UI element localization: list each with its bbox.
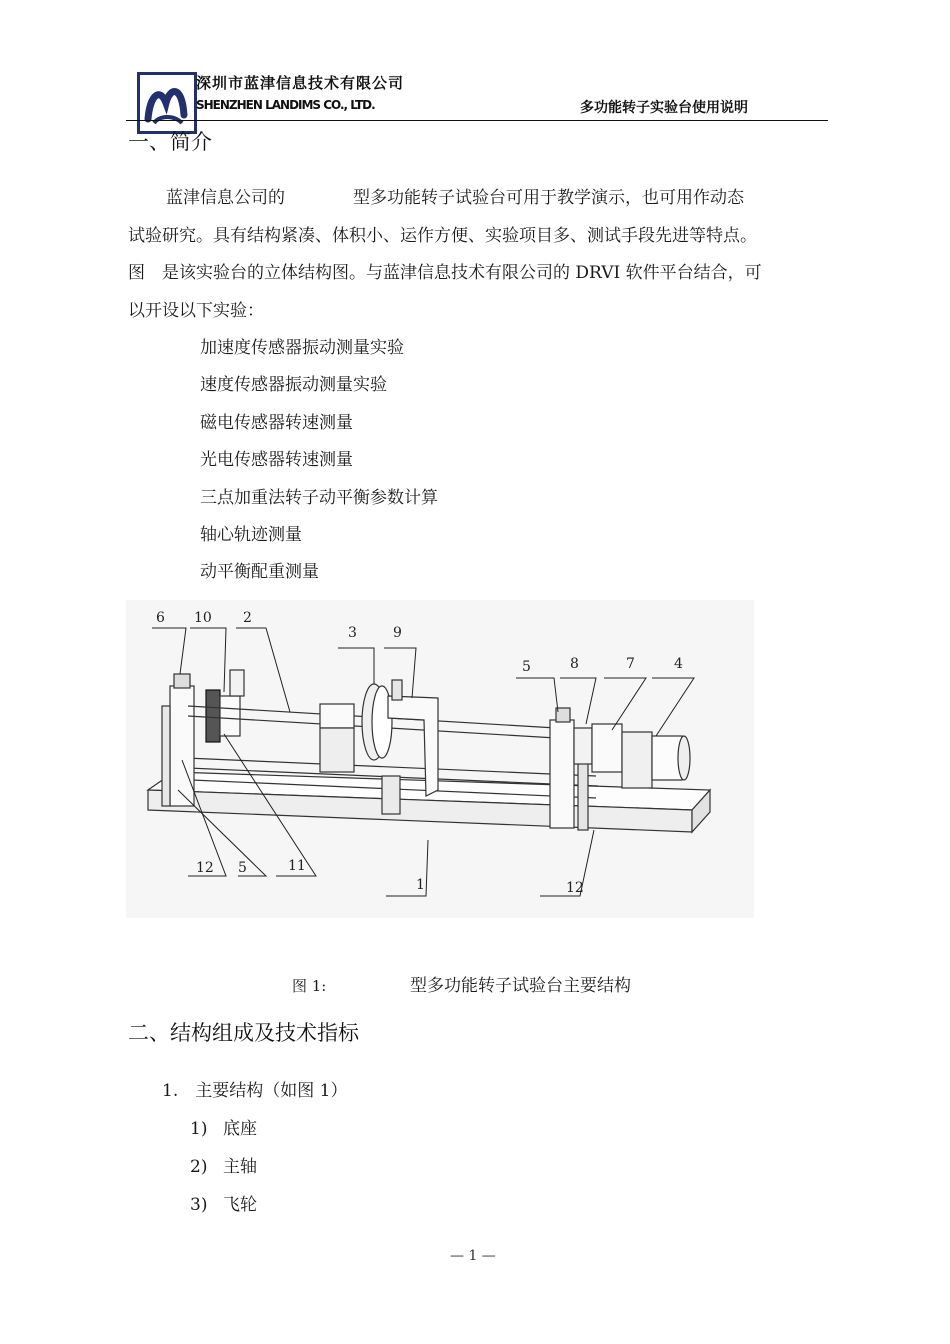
item-text: 主轴 — [223, 1157, 257, 1177]
callout-label: 9 — [393, 625, 402, 641]
paragraph-line: 蓝津信息公司的 型多功能转子试验台可用于教学演示，也可用作动态 — [166, 188, 744, 208]
callout-label: 10 — [194, 610, 212, 626]
document-title: 多功能转子实验台使用说明 — [580, 100, 748, 116]
rotor-testbench-figure — [126, 600, 754, 918]
callout-label: 3 — [348, 625, 357, 641]
list-item: 磁电传感器转速测量 — [200, 412, 353, 433]
experiment-list — [200, 330, 438, 592]
callout-label: 4 — [674, 656, 683, 672]
section-heading-intro: 一、简介 — [128, 130, 212, 154]
list-item — [190, 1152, 257, 1177]
figure-caption-text: 型多功能转子试验台主要结构 — [410, 976, 631, 996]
item-number: 2) — [190, 1157, 208, 1177]
paragraph-line: 试验研究。具有结构紧凑、体积小、运作方便、实验项目多、测试手段先进等特点。 — [128, 225, 757, 246]
list-item: 速度传感器振动测量实验 — [200, 375, 387, 396]
paragraph-line: 以开设以下实验： — [128, 300, 264, 321]
callout-label: 6 — [156, 610, 165, 626]
list-item — [190, 1190, 257, 1215]
callout-label: 7 — [626, 656, 635, 672]
callout-label: 12 — [566, 880, 584, 896]
paragraph-line: 图 是该实验台的立体结构图。与蓝津信息技术有限公司的 DRVI 软件平台结合，可 — [128, 263, 762, 283]
list-item: 动平衡配重测量 — [200, 562, 319, 583]
section-heading-structure: 二、结构组成及技术指标 — [128, 1021, 359, 1045]
list-item: 光电传感器转速测量 — [200, 450, 353, 471]
list-item: 三点加重法转子动平衡参数计算 — [200, 487, 438, 508]
company-name-cn: 深圳市蓝津信息技术有限公司 — [196, 74, 405, 92]
company-name-en: SHENZHEN LANDIMS CO., LTD. — [196, 98, 375, 112]
callout-label: 12 — [196, 860, 214, 876]
callout-label: 5 — [522, 659, 531, 675]
logo-mark-icon — [140, 75, 194, 131]
callout-label: 8 — [570, 656, 579, 672]
header-divider — [126, 120, 828, 121]
callout-label: 1 — [416, 877, 425, 893]
callout-label: 2 — [243, 610, 252, 626]
list-item: 加速度传感器振动测量实验 — [200, 338, 404, 358]
figure-caption-label: 图 1: — [292, 977, 327, 995]
item-number: 1) — [190, 1119, 208, 1139]
company-logo — [137, 72, 197, 134]
list-item: 轴心轨迹测量 — [200, 524, 302, 545]
subsection-main-structure: 1. 主要结构（如图 1） — [162, 1081, 348, 1101]
item-number: 3) — [190, 1195, 208, 1215]
rotor-testbench-drawing — [126, 600, 754, 918]
page-number: — 1 — — [450, 1248, 496, 1264]
list-item — [190, 1114, 257, 1139]
item-text: 飞轮 — [223, 1195, 257, 1215]
intro-paragraph — [128, 180, 828, 330]
callout-label: 11 — [288, 858, 306, 874]
item-text: 底座 — [223, 1119, 257, 1139]
callout-label: 5 — [238, 860, 247, 876]
